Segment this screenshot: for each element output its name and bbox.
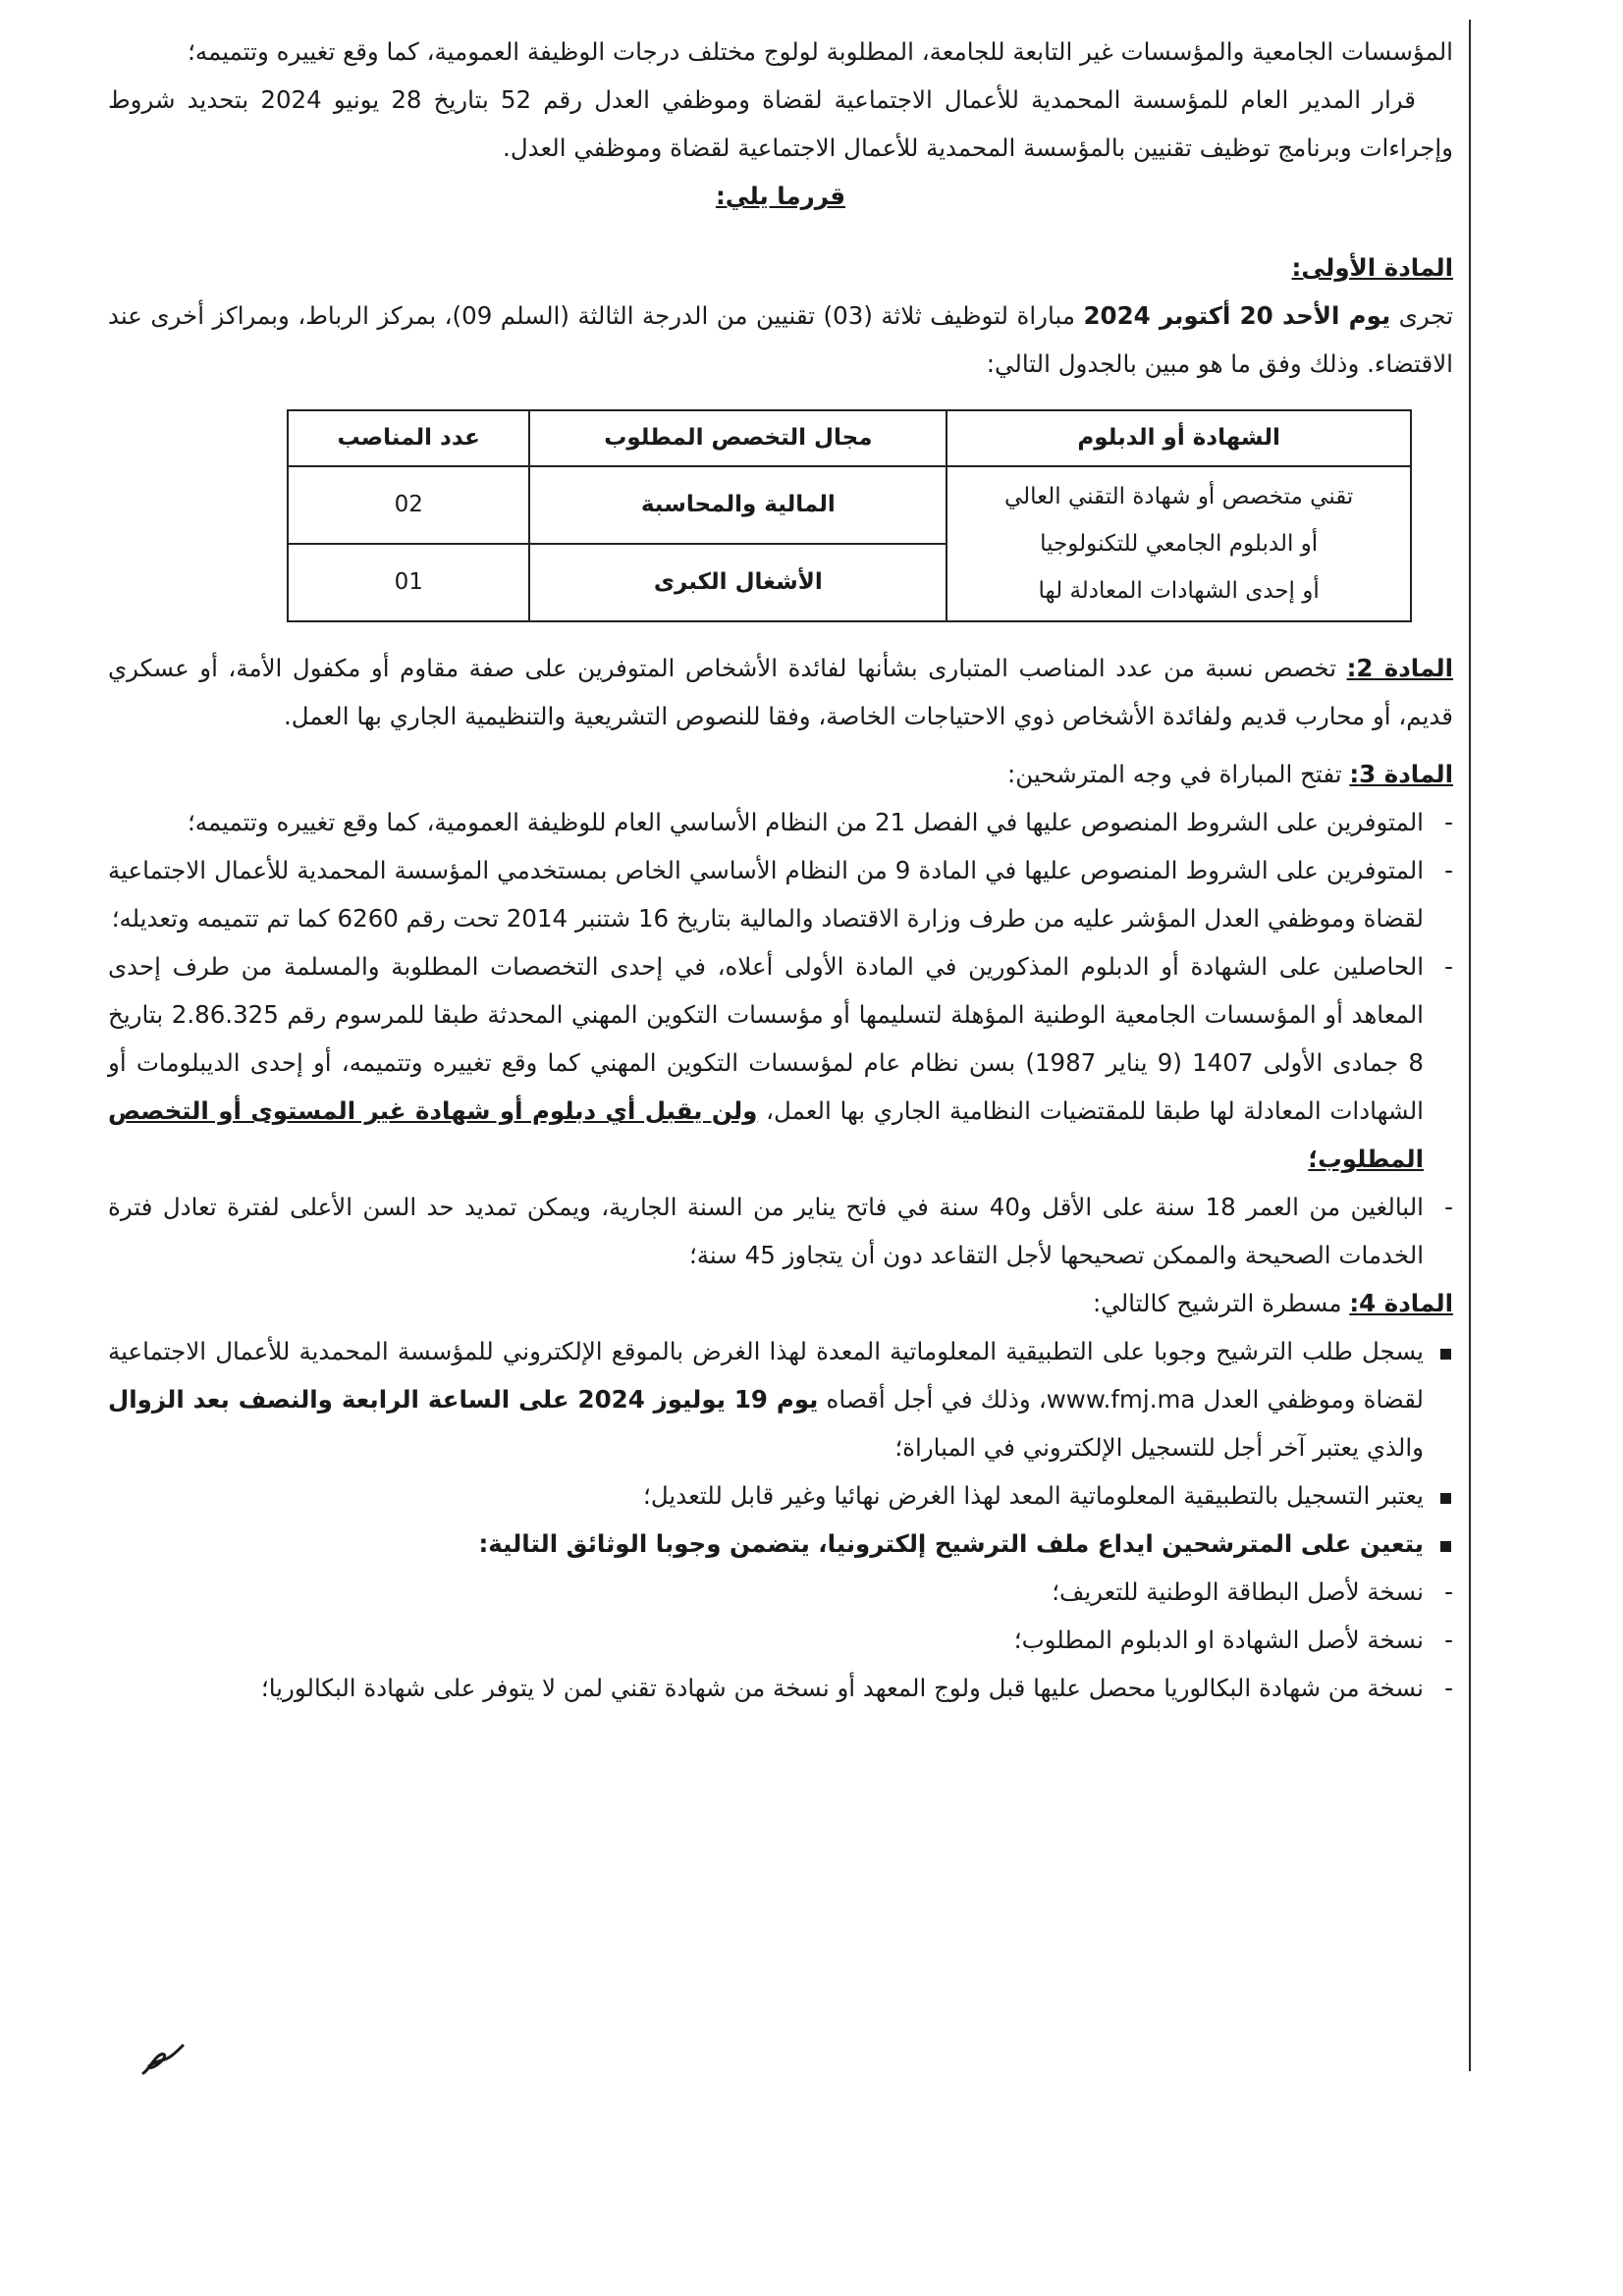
- document-item: [108, 1664, 1453, 1712]
- dash-icon: -: [1444, 1193, 1453, 1221]
- count-cell: 01: [288, 544, 529, 621]
- bullet-item: [108, 1471, 1453, 1520]
- certificate-line: أو إحدى الشهادات المعادلة لها: [1038, 578, 1320, 604]
- article-1-text-a: تجرى: [1390, 301, 1454, 330]
- article-3: [108, 750, 1453, 798]
- dash-icon: -: [1444, 856, 1453, 884]
- field-cell: الأشغال الكبرى: [529, 544, 947, 621]
- count-cell: 02: [288, 466, 529, 544]
- document-item-text: نسخة من شهادة البكالوريا محصل عليها قبل ولوج المعهد أو نسخة من شهادة تقني لمن لا يتوفر على شهادة البكالوريا؛: [260, 1674, 1424, 1702]
- bullet-text: يعتبر التسجيل بالتطبيقية المعلوماتية المعد لهذا الغرض نهائيا وغير قابل للتعديل؛: [643, 1481, 1424, 1510]
- dash-icon: -: [1444, 1674, 1453, 1702]
- certificate-cell: [947, 466, 1411, 621]
- article-3-text: تفتح المباراة في وجه المترشحين:: [1006, 760, 1350, 788]
- decision-heading: [108, 172, 1453, 220]
- square-bullet-icon: [1440, 1520, 1451, 1568]
- document-item-text: نسخة لأصل الشهادة او الدبلوم المطلوب؛: [1013, 1626, 1424, 1654]
- margin-rule: [1469, 20, 1471, 2071]
- list-item-text: البالغين من العمر 18 سنة على الأقل و40 سنة في فاتح يناير من السنة الجارية، ويمكن تمديد حد السن الأعلى لفترة تعادل فترة الخدمات الصحيحة والممكن تصحيحها لأجل التقاعد دون أن يتجاوز 45 سنة؛: [108, 1193, 1424, 1269]
- certificate-line: أو الدبلوم الجامعي للتكنولوجيا: [1040, 531, 1319, 557]
- intro-paragraph-1: المؤسسات الجامعية والمؤسسات غير التابعة للجامعة، المطلوبة لولوج مختلف درجات الوظيفة العمومية، كما وقع تغييره وتتميمه؛: [188, 37, 1453, 66]
- list-item: [108, 846, 1453, 942]
- bullet-text: يسجل طلب الترشيح وجوبا على التطبيقية المعلوماتية المعدة لهذا الغرض بالموقع الإلكتروني للمؤسسة المحمدية للأعمال الاجتماعية لقضاة وموظفي العدل www.fmj.ma، وذلك في أجل أقصاه: [108, 1337, 1424, 1414]
- dash-icon: -: [1444, 1626, 1453, 1654]
- table-row: [288, 466, 1411, 544]
- article-1-title-text: المادة الأولى:: [1291, 253, 1453, 282]
- certificate-line: تقني متخصص أو شهادة التقني العالي: [1003, 484, 1354, 509]
- article-4-text: مسطرة الترشيح كالتالي:: [1093, 1289, 1350, 1317]
- exam-date: يوم الأحد 20 أكتوبر 2024: [1083, 301, 1391, 330]
- document-body: [108, 27, 1453, 1712]
- document-item-text: نسخة لأصل البطاقة الوطنية للتعريف؛: [1052, 1577, 1424, 1606]
- list-item: [108, 942, 1453, 1183]
- bullet-item: [108, 1520, 1453, 1568]
- list-item-emphasis: ولن يقبل أي دبلوم أو شهادة غير المستوى أو التخصص المطلوب؛: [108, 1096, 1424, 1173]
- document-item: [108, 1616, 1453, 1664]
- list-item-text: المتوفرين على الشروط المنصوص عليها في المادة 9 من النظام الأساسي الخاص بمستخدمي المؤسسة المحمدية للأعمال الاجتماعية لقضاة وموظفي العدل المؤشر عليه من طرف وزارة الاقتصاد والمالية بتاريخ 16 شتنبر 2014 تحت رقم 6260 كما تم تتميمه وتعديله؛: [108, 856, 1425, 933]
- intro-paragraph-2: قرار المدير العام للمؤسسة المحمدية للأعمال الاجتماعية لقضاة وموظفي العدل رقم 52 بتاريخ 28 يونيو 2024 بتحديد شروط وإجراءات وبرنامج توظيف تقنيين بالمؤسسة المحمدية للأعمال الاجتماعية لقضاة وموظفي العدل.: [108, 85, 1453, 162]
- article-2-text: تخصص نسبة من عدد المناصب المتبارى بشأنها لفائدة الأشخاص المتوفرين على صفة مقاوم أو مكفول الأمة، أو عسكري قديم، أو محارب قديم ولفائدة الأشخاص ذوي الاحتياجات الخاصة، وفقا للنصوص التشريعية والتنظيمية الجاري بها العمل.: [108, 654, 1453, 730]
- article-4: [108, 1279, 1453, 1327]
- deadline-text: يوم 19 يوليوز 2024 على الساعة الرابعة والنصف بعد الزوال: [108, 1385, 819, 1414]
- bullet-text-end: والذي يعتبر آخر أجل للتسجيل الإلكتروني في المباراة؛: [894, 1433, 1424, 1462]
- dash-icon: -: [1444, 952, 1453, 981]
- article-2: [108, 644, 1453, 740]
- table-header-row: [288, 410, 1411, 466]
- square-bullet-icon: [1440, 1471, 1451, 1520]
- article-1-title: [108, 243, 1453, 292]
- decision-heading-text: قررما يلي:: [715, 182, 846, 210]
- article-1-text-b: مباراة لتوظيف ثلاثة (03) تقنيين من الدرجة الثالثة (السلم 09)، بمركز الرباط، وبمراكز أخرى عند الاقتضاء. وذلك وفق ما هو مبين بالجدول التالي:: [108, 301, 1453, 378]
- article-3-title: المادة 3:: [1349, 760, 1453, 788]
- list-item: [108, 1183, 1453, 1279]
- list-item-text: الحاصلين على الشهادة أو الدبلوم المذكورين في المادة الأولى أعلاه، في إحدى التخصصات المطلوبة والمسلمة من طرف إحدى المعاهد أو المؤسسات الجامعية الوطنية المؤهلة لتسليمها أو مؤسسات التكوين المهني المحدثة طبقا للمرسوم رقم 2.86.325 بتاريخ 8 جمادى الأولى 1407 (9 يناير 1987) بسن نظام عام لمؤسسات التكوين المهني كما وقع تغييره وتتميمه، أو إحدى الديبلومات أو الشهادات المعادلة لها طبقا للمقتضيات النظامية الجاري بها العمل،: [108, 952, 1424, 1125]
- dash-icon: -: [1444, 808, 1453, 836]
- field-cell: المالية والمحاسبة: [529, 466, 947, 544]
- article-1-text: [108, 292, 1453, 388]
- signature-initials-icon: [139, 2040, 189, 2083]
- header-count: عدد المناصب: [288, 410, 529, 466]
- article-4-title: المادة 4:: [1349, 1289, 1453, 1317]
- bullet-item: [108, 1327, 1453, 1471]
- list-item-text: المتوفرين على الشروط المنصوص عليها في الفصل 21 من النظام الأساسي العام للوظيفة العمومية، كما وقع تغييره وتتميمه؛: [188, 808, 1424, 836]
- bullet-text: يتعين على المترشحين ايداع ملف الترشيح إلكترونيا، يتضمن وجوبا الوثائق التالية:: [478, 1529, 1424, 1558]
- dash-icon: -: [1444, 1577, 1453, 1606]
- positions-table: [287, 409, 1412, 622]
- document-item: [108, 1568, 1453, 1616]
- square-bullet-icon: [1440, 1327, 1451, 1375]
- header-certificate: الشهادة أو الدبلوم: [947, 410, 1411, 466]
- header-field: مجال التخصص المطلوب: [529, 410, 947, 466]
- article-2-title: المادة 2:: [1346, 654, 1453, 682]
- list-item: [108, 798, 1453, 846]
